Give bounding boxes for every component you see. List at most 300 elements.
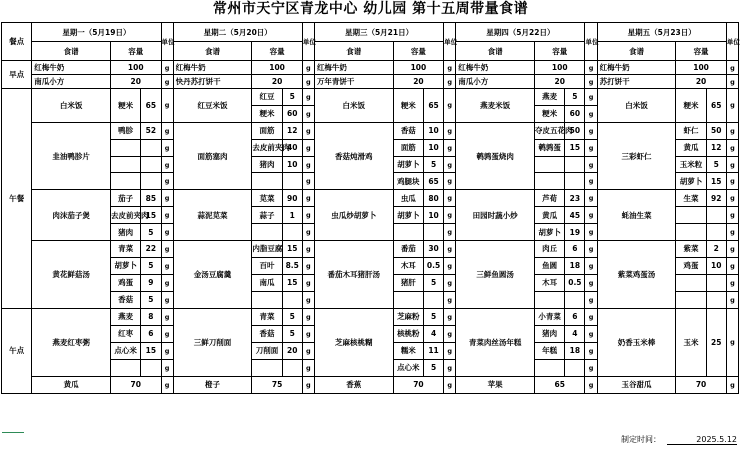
ingredient xyxy=(393,291,423,308)
table-row xyxy=(2,190,739,207)
dish-name: 苏打饼干 xyxy=(597,75,676,89)
unit-cell: g xyxy=(161,291,173,308)
quantity: 0.5 xyxy=(565,274,585,291)
unit-cell: g xyxy=(302,342,314,359)
ingredient: 黄瓜 xyxy=(676,139,706,156)
quantity xyxy=(706,207,726,224)
amount-header: 容量 xyxy=(393,42,443,61)
unit-cell: g xyxy=(444,156,456,173)
dish-name: 香蕉 xyxy=(314,376,393,393)
ingredient: 粳米 xyxy=(111,89,141,123)
unit-header: 单位 xyxy=(585,23,597,61)
dish-name: 青菜肉丝汤年糕 xyxy=(456,308,535,376)
quantity: 6 xyxy=(565,241,585,258)
unit-cell: g xyxy=(444,224,456,241)
unit-cell: g xyxy=(585,308,597,325)
table-row xyxy=(2,61,739,75)
unit-cell: g xyxy=(585,376,597,393)
quantity: 65 xyxy=(706,89,726,123)
unit-header: 单位 xyxy=(302,23,314,61)
ingredient: 番茄 xyxy=(393,241,423,258)
unit-cell: g xyxy=(302,190,314,207)
recipe-header: 食谱 xyxy=(32,42,111,61)
ingredient: 红枣 xyxy=(111,325,141,342)
quantity: 60 xyxy=(565,105,585,122)
quantity: 6 xyxy=(565,308,585,325)
quantity: 5 xyxy=(423,156,443,173)
ingredient: 木耳 xyxy=(535,274,565,291)
dish-name: 虫瓜炒胡萝卜 xyxy=(314,190,393,241)
ingredient: 鸭胗 xyxy=(111,122,141,139)
quantity xyxy=(423,291,443,308)
ingredient xyxy=(535,291,565,308)
dish-name: 黄瓜 xyxy=(32,376,111,393)
sheet-edge-mark xyxy=(2,432,24,433)
ingredient: 南瓜 xyxy=(252,274,282,291)
quantity xyxy=(141,156,161,173)
quantity: 4 xyxy=(565,325,585,342)
unit-cell: g xyxy=(161,241,173,258)
quantity: 20 xyxy=(111,75,161,89)
quantity: 90 xyxy=(282,190,302,207)
ingredient: 面筋 xyxy=(393,139,423,156)
unit-cell: g xyxy=(161,207,173,224)
quantity: 23 xyxy=(565,190,585,207)
ingredient: 青菜 xyxy=(111,241,141,258)
footer-label: 制定时间： xyxy=(621,435,661,444)
ingredient: 点心米 xyxy=(393,359,423,376)
unit-cell: g xyxy=(302,156,314,173)
ingredient xyxy=(111,359,141,376)
quantity: 52 xyxy=(141,122,161,139)
unit-cell: g xyxy=(444,257,456,274)
unit-cell: g xyxy=(444,75,456,89)
ingredient xyxy=(393,224,423,241)
unit-cell: g xyxy=(302,75,314,89)
unit-cell: g xyxy=(585,105,597,122)
quantity: 20 xyxy=(535,75,585,89)
ingredient: 鸡蛋 xyxy=(111,274,141,291)
quantity: 65 xyxy=(423,89,443,123)
unit-cell: g xyxy=(585,61,597,75)
quantity xyxy=(282,224,302,241)
unit-cell: g xyxy=(302,308,314,325)
unit-cell: g xyxy=(585,291,597,308)
unit-cell: g xyxy=(585,274,597,291)
ingredient xyxy=(535,359,565,376)
ingredient: 蒜子 xyxy=(252,207,282,224)
unit-header: 单位 xyxy=(161,23,173,61)
quantity: 5 xyxy=(141,291,161,308)
ingredient: 粳米 xyxy=(252,105,282,122)
ingredient: 面筋 xyxy=(252,122,282,139)
quantity: 100 xyxy=(111,61,161,75)
unit-cell: g xyxy=(726,241,738,258)
unit-cell: g xyxy=(726,207,738,224)
table-row xyxy=(2,308,739,325)
day-header: 星期二（5月20日） xyxy=(173,23,302,42)
ingredient: 鸡蛋 xyxy=(676,257,706,274)
ingredient: 木耳 xyxy=(393,257,423,274)
unit-cell: g xyxy=(444,61,456,75)
quantity: 20 xyxy=(393,75,443,89)
dish-name: 红梅牛奶 xyxy=(597,61,676,75)
ingredient: 鸡腿块 xyxy=(393,173,423,190)
ingredient: 鱼圆 xyxy=(535,257,565,274)
dish-name: 红豆米饭 xyxy=(173,89,252,123)
dish-name: 蒜泥苋菜 xyxy=(173,190,252,241)
ingredient: 内脂豆腐 xyxy=(252,241,282,258)
unit-cell: g xyxy=(444,190,456,207)
unit-cell: g xyxy=(302,89,314,106)
unit-cell: g xyxy=(585,207,597,224)
unit-header: 单位 xyxy=(726,23,738,61)
quantity: 4 xyxy=(423,325,443,342)
quantity: 15 xyxy=(141,342,161,359)
ingredient: 猪肉 xyxy=(111,224,141,241)
unit-cell: g xyxy=(161,325,173,342)
quantity: 5 xyxy=(282,325,302,342)
ingredient: 香菇 xyxy=(252,325,282,342)
unit-cell: g xyxy=(302,207,314,224)
quantity: 5 xyxy=(565,89,585,106)
dish-name: 鹌鹑蛋烧肉 xyxy=(456,122,535,190)
quantity xyxy=(282,291,302,308)
recipe-header: 食谱 xyxy=(597,42,676,61)
ingredient: 点心米 xyxy=(111,342,141,359)
quantity: 5 xyxy=(141,257,161,274)
quantity xyxy=(565,173,585,190)
dish-name: 苹果 xyxy=(456,376,535,393)
quantity xyxy=(282,173,302,190)
unit-cell: g xyxy=(585,156,597,173)
table-row xyxy=(2,42,739,61)
quantity: 10 xyxy=(423,207,443,224)
unit-cell: g xyxy=(585,359,597,376)
unit-cell: g xyxy=(161,89,173,123)
quantity: 18 xyxy=(565,257,585,274)
dish-name: 南瓜小方 xyxy=(32,75,111,89)
unit-cell: g xyxy=(585,75,597,89)
quantity: 5 xyxy=(423,359,443,376)
ingredient: 胡萝卜 xyxy=(535,224,565,241)
quantity: 20 xyxy=(676,75,726,89)
quantity: 8 xyxy=(141,308,161,325)
unit-cell: g xyxy=(444,274,456,291)
ingredient: 黄瓜 xyxy=(535,207,565,224)
recipe-header: 食谱 xyxy=(314,42,393,61)
unit-cell: g xyxy=(444,342,456,359)
unit-cell: g xyxy=(161,122,173,139)
unit-cell: g xyxy=(726,291,738,308)
ingredient: 胡萝卜 xyxy=(393,207,423,224)
unit-cell: g xyxy=(444,241,456,258)
dish-name: 金汤豆腐羹 xyxy=(173,241,252,309)
day-header: 星期三（5月21日） xyxy=(314,23,443,42)
quantity xyxy=(141,359,161,376)
ingredient: 粳米 xyxy=(676,89,706,123)
dish-name: 三鲜刀削面 xyxy=(173,308,252,376)
quantity: 70 xyxy=(111,376,161,393)
dish-name: 红梅牛奶 xyxy=(456,61,535,75)
ingredient: 年糕 xyxy=(535,342,565,359)
dish-name: 黄花鲜菇汤 xyxy=(32,241,111,309)
unit-cell: g xyxy=(161,173,173,190)
ingredient xyxy=(252,359,282,376)
dish-name: 三彩虾仁 xyxy=(597,122,676,190)
ingredient xyxy=(676,291,706,308)
unit-cell: g xyxy=(585,190,597,207)
ingredient: 胡萝卜 xyxy=(393,156,423,173)
dish-name: 三鲜鱼圆汤 xyxy=(456,241,535,309)
table-row xyxy=(2,75,739,89)
ingredient: 核桃粉 xyxy=(393,325,423,342)
quantity: 50 xyxy=(706,122,726,139)
recipe-header: 食谱 xyxy=(173,42,252,61)
quantity: 85 xyxy=(141,190,161,207)
ingredient: 香菇 xyxy=(111,291,141,308)
quantity: 92 xyxy=(706,190,726,207)
quantity: 20 xyxy=(282,342,302,359)
unit-cell: g xyxy=(302,257,314,274)
quantity: 5 xyxy=(423,274,443,291)
quantity: 50 xyxy=(565,122,585,139)
ingredient: 粳米 xyxy=(535,105,565,122)
ingredient: 燕麦 xyxy=(111,308,141,325)
ingredient: 香菇 xyxy=(393,122,423,139)
quantity: 10 xyxy=(706,257,726,274)
ingredient: 芝麻粉 xyxy=(393,308,423,325)
unit-cell: g xyxy=(585,325,597,342)
ingredient xyxy=(676,224,706,241)
table-row xyxy=(2,23,739,42)
quantity: 65 xyxy=(423,173,443,190)
unit-cell: g xyxy=(585,224,597,241)
quantity: 2 xyxy=(706,241,726,258)
unit-cell: g xyxy=(585,173,597,190)
table-row xyxy=(2,122,739,139)
amount-header: 容量 xyxy=(252,42,302,61)
quantity: 11 xyxy=(423,342,443,359)
ingredient xyxy=(111,173,141,190)
unit-cell: g xyxy=(726,224,738,241)
unit-cell: g xyxy=(302,61,314,75)
menu-table xyxy=(1,22,739,394)
meal-label-morning: 早点 xyxy=(2,61,32,89)
quantity xyxy=(706,224,726,241)
unit-cell: g xyxy=(161,61,173,75)
quantity: 100 xyxy=(535,61,585,75)
unit-cell: g xyxy=(585,89,597,106)
quantity: 0.5 xyxy=(423,257,443,274)
ingredient: 燕麦 xyxy=(535,89,565,106)
unit-cell: g xyxy=(444,207,456,224)
dish-name: 白米饭 xyxy=(597,89,676,123)
quantity: 75 xyxy=(252,376,302,393)
table-row xyxy=(2,241,739,258)
unit-cell: g xyxy=(161,308,173,325)
unit-cell: g xyxy=(302,376,314,393)
ingredient: 肉丘 xyxy=(535,241,565,258)
quantity xyxy=(141,173,161,190)
quantity: 5 xyxy=(141,224,161,241)
unit-cell: g xyxy=(585,342,597,359)
unit-cell: g xyxy=(161,257,173,274)
dish-name: 玉谷甜瓜 xyxy=(597,376,676,393)
quantity xyxy=(141,139,161,156)
quantity: 10 xyxy=(423,139,443,156)
ingredient: 虾仁 xyxy=(676,122,706,139)
ingredient xyxy=(111,139,141,156)
ingredient: 去皮前夹肉 xyxy=(111,207,141,224)
ingredient: 茄子 xyxy=(111,190,141,207)
unit-cell: g xyxy=(302,241,314,258)
quantity: 65 xyxy=(535,376,585,393)
quantity: 9 xyxy=(141,274,161,291)
ingredient xyxy=(111,156,141,173)
dish-name: 面筋塞肉 xyxy=(173,122,252,190)
dish-name: 芝麻核桃糊 xyxy=(314,308,393,376)
ingredient: 生菜 xyxy=(676,190,706,207)
unit-cell: g xyxy=(726,61,738,75)
ingredient: 胡萝卜 xyxy=(676,173,706,190)
unit-cell: g xyxy=(302,122,314,139)
quantity: 15 xyxy=(282,274,302,291)
ingredient: 玉米粒 xyxy=(676,156,706,173)
unit-cell: g xyxy=(444,139,456,156)
unit-cell: g xyxy=(726,308,738,376)
dish-name: 燕麦红枣粥 xyxy=(32,308,111,376)
unit-cell: g xyxy=(161,75,173,89)
unit-cell: g xyxy=(161,359,173,376)
unit-cell: g xyxy=(444,308,456,325)
unit-cell: g xyxy=(444,291,456,308)
dish-name: 奶香玉米棒 xyxy=(597,308,676,376)
quantity: 5 xyxy=(282,89,302,106)
ingredient xyxy=(676,207,706,224)
dish-name: 田园时蔬小炒 xyxy=(456,190,535,241)
ingredient: 虫瓜 xyxy=(393,190,423,207)
amount-header: 容量 xyxy=(535,42,585,61)
quantity: 40 xyxy=(282,139,302,156)
quantity: 100 xyxy=(676,61,726,75)
ingredient xyxy=(252,173,282,190)
unit-cell: g xyxy=(726,274,738,291)
ingredient: 小青菜 xyxy=(535,308,565,325)
unit-cell: g xyxy=(302,173,314,190)
day-header: 星期一（5月19日） xyxy=(32,23,161,42)
quantity: 5 xyxy=(423,308,443,325)
unit-cell: g xyxy=(302,105,314,122)
dish-name: 南瓜小方 xyxy=(456,75,535,89)
ingredient: 糯米 xyxy=(393,342,423,359)
ingredient xyxy=(252,224,282,241)
dish-name: 紫菜鸡蛋汤 xyxy=(597,241,676,309)
dish-name: 万年青饼干 xyxy=(314,75,393,89)
dish-name: 香菇炖滑鸡 xyxy=(314,122,393,190)
unit-cell: g xyxy=(302,224,314,241)
unit-cell: g xyxy=(161,342,173,359)
unit-cell: g xyxy=(444,122,456,139)
quantity: 15 xyxy=(282,241,302,258)
quantity: 15 xyxy=(706,173,726,190)
quantity: 25 xyxy=(706,308,726,376)
quantity: 100 xyxy=(252,61,302,75)
dish-name: 肉沫茄子煲 xyxy=(32,190,111,241)
unit-cell: g xyxy=(302,139,314,156)
dish-name: 燕麦米饭 xyxy=(456,89,535,123)
quantity xyxy=(706,274,726,291)
quantity: 100 xyxy=(393,61,443,75)
ingredient: 去皮前夹肉 xyxy=(252,139,282,156)
ingredient xyxy=(676,274,706,291)
unit-cell: g xyxy=(585,139,597,156)
ingredient: 百叶 xyxy=(252,257,282,274)
ingredient: 胡萝卜 xyxy=(111,257,141,274)
dish-name: 红梅牛奶 xyxy=(314,61,393,75)
unit-cell: g xyxy=(444,173,456,190)
quantity: 70 xyxy=(393,376,443,393)
quantity: 45 xyxy=(565,207,585,224)
quantity xyxy=(565,291,585,308)
dish-name: 韭油鸭胗片 xyxy=(32,122,111,190)
unit-cell: g xyxy=(302,325,314,342)
unit-cell: g xyxy=(726,139,738,156)
unit-cell: g xyxy=(585,122,597,139)
unit-cell: g xyxy=(161,139,173,156)
dish-name: 番茄木耳猪肝汤 xyxy=(314,241,393,309)
quantity: 80 xyxy=(423,190,443,207)
dish-name: 蚝油生菜 xyxy=(597,190,676,241)
unit-cell: g xyxy=(161,274,173,291)
quantity: 12 xyxy=(706,139,726,156)
quantity: 1 xyxy=(282,207,302,224)
unit-header: 单位 xyxy=(444,23,456,61)
day-header: 星期五（5月23日） xyxy=(597,23,726,42)
quantity: 10 xyxy=(282,156,302,173)
day-header: 星期四（5月22日） xyxy=(456,23,585,42)
table-row xyxy=(2,89,739,106)
meal-label-lunch: 午餐 xyxy=(2,89,32,309)
ingredient: 紫菜 xyxy=(676,241,706,258)
unit-cell: g xyxy=(726,156,738,173)
ingredient: 玉米 xyxy=(676,308,706,376)
ingredient: 夺皮五花肉 xyxy=(535,122,565,139)
ingredient: 猪肉 xyxy=(535,325,565,342)
quantity: 65 xyxy=(141,89,161,123)
dish-name: 红梅牛奶 xyxy=(173,61,252,75)
dish-name: 白米饭 xyxy=(32,89,111,123)
quantity: 12 xyxy=(282,122,302,139)
dish-name: 快丹苏打饼干 xyxy=(173,75,252,89)
page-title: 常州市天宁区青龙中心 幼儿园 第十五周带量食谱 xyxy=(212,1,529,17)
footer xyxy=(621,434,737,445)
quantity xyxy=(565,156,585,173)
unit-cell: g xyxy=(726,173,738,190)
amount-header: 容量 xyxy=(111,42,161,61)
ingredient: 猪肝 xyxy=(393,274,423,291)
unit-cell: g xyxy=(161,224,173,241)
dish-name: 橙子 xyxy=(173,376,252,393)
quantity: 15 xyxy=(565,139,585,156)
quantity: 8.5 xyxy=(282,257,302,274)
unit-cell: g xyxy=(444,359,456,376)
unit-cell: g xyxy=(161,376,173,393)
ingredient: 苋菜 xyxy=(252,190,282,207)
unit-cell: g xyxy=(726,89,738,123)
unit-cell: g xyxy=(444,376,456,393)
unit-cell: g xyxy=(585,241,597,258)
